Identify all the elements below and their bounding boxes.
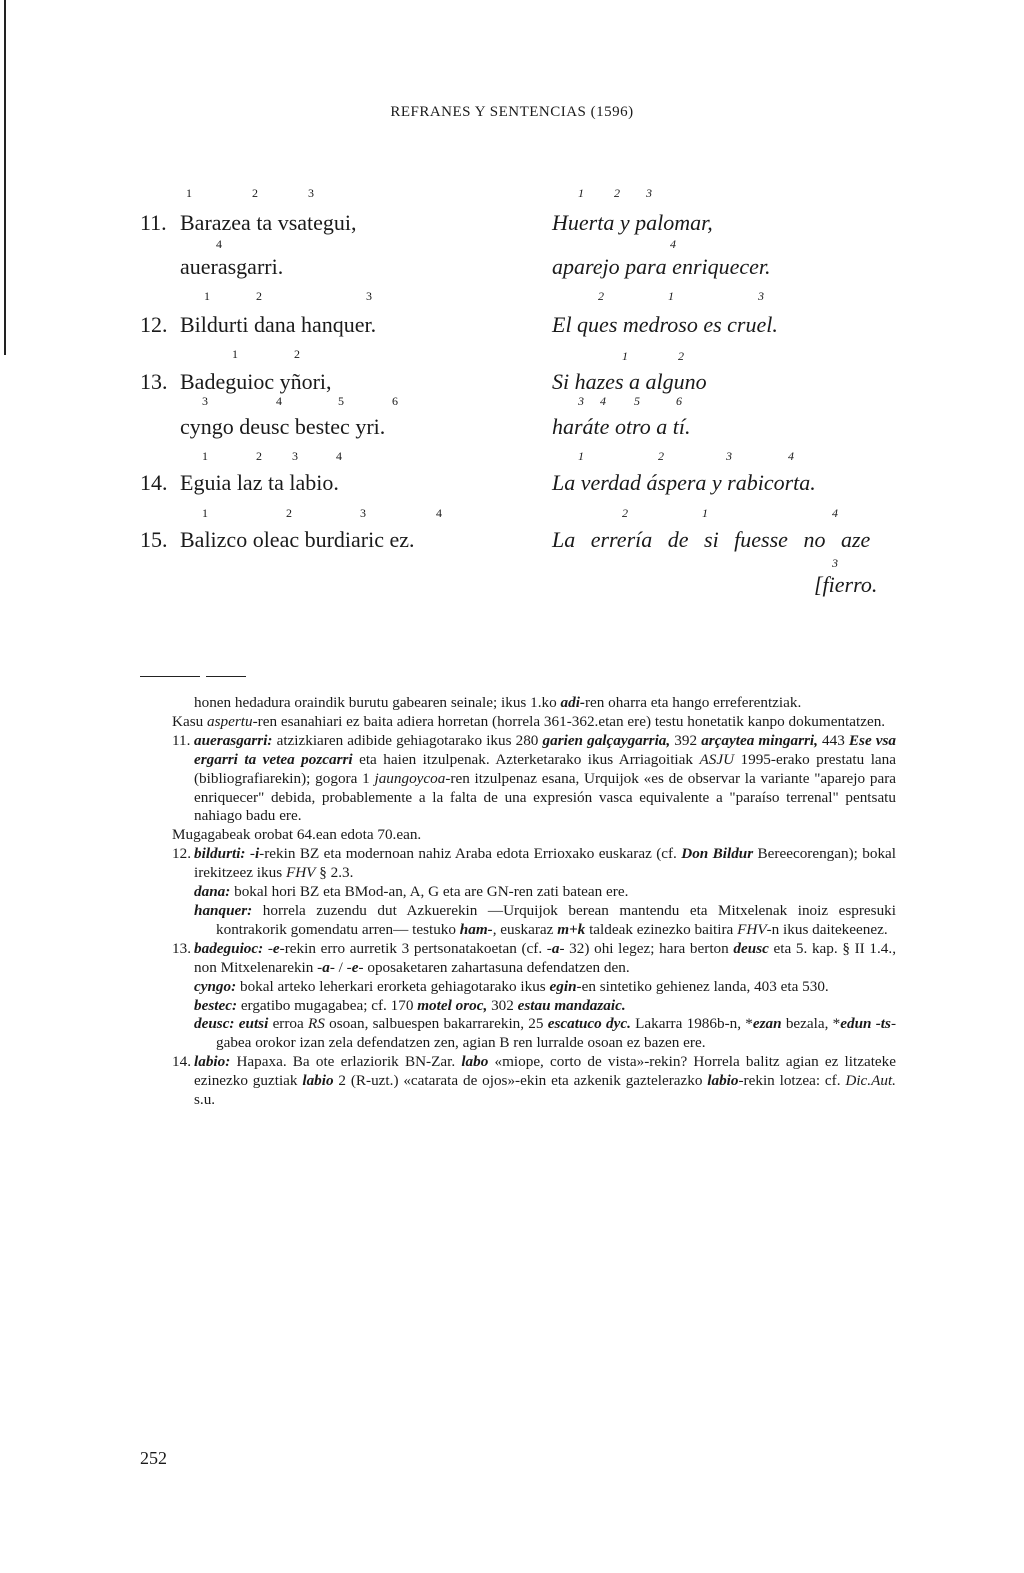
word-mark: 3 [360,506,366,520]
word-mark: 4 [336,449,342,463]
word-mark: 1 [578,186,584,200]
note-11-extra: Mugagabeak orobat 64.ean edota 70.ean. [172,826,422,844]
word-mark: 4 [832,506,838,520]
word-mark: 3 [832,556,838,570]
word-mark: 4 [788,449,794,463]
basque-line: Eguia laz ta labio. [180,470,339,495]
word-mark: 2 [294,347,300,361]
word-mark: 1 [204,289,210,303]
page-number: 252 [140,1448,167,1468]
basque-line: Barazea ta vsategui, [180,210,357,235]
word-mark: 2 [252,186,258,200]
spanish-line: Huerta y palomar, [552,210,713,235]
word-mark: 4 [276,394,282,408]
word-mark: 2 [598,289,604,303]
word-mark: 4 [216,237,222,251]
word-mark: 3 [308,186,314,200]
word-mark: 4 [670,237,676,251]
word-mark: 2 [658,449,664,463]
spanish-line: haráte otro a tí. [552,414,691,439]
word-mark: 3 [646,186,652,200]
note-12-dana: dana: bokal hori BZ eta BMod-an, A, G eta are GN-ren zati batean ere. [194,883,629,901]
proverb-number: 13. [140,369,168,394]
spanish-line: La errería de si fuesse no aze [552,527,871,552]
word-mark: 3 [758,289,764,303]
word-mark: 1 [202,449,208,463]
basque-line: Badeguioc yñori, [180,369,332,394]
note-number: 12. [172,845,191,863]
word-mark: 2 [622,506,628,520]
word-mark: 3 [578,394,584,408]
footnote-rule [206,676,246,677]
word-mark: 1 [668,289,674,303]
word-mark: 6 [392,394,398,408]
word-mark: 2 [256,449,262,463]
note-12-hanquer: hanquer: horrela zuzendu dut Azkuerekin —Urquijok berean mantendu eta Mitxelenak inoiz espresuki kontrakorik gomendatu arren— testuko ham-, euskaraz m+k taldeak ezinezko baitira FHV-n ikus daitekeenez. [194,901,896,938]
note-paragraph: Kasu aspertu-ren esanahiari ez baita adiera horretan (horrela 361-362.etan ere) testu honetatik kanpo dokumentatzen. [172,712,886,730]
basque-line: Balizco oleac burdiaric ez. [180,527,415,552]
spanish-line: [fierro. [814,572,878,597]
basque-line: cyngo deusc bestec yri. [180,414,386,439]
proverb-number: 12. [140,312,168,337]
spanish-line: La verdad áspera y rabicorta. [552,470,816,495]
spanish-line: aparejo para enriquecer. [552,254,771,279]
basque-line: Bildurti dana hanquer. [180,312,377,337]
spanish-line: El ques medroso es cruel. [552,312,778,337]
word-mark: 1 [186,186,192,200]
word-mark: 6 [676,394,682,408]
word-mark: 1 [202,506,208,520]
spanish-line: Si hazes a alguno [552,369,707,394]
note-13-cyngo: cyngo: bokal arteko leherkari erorketa gehiagotarako ikus egin-en sintetiko gehienez landa, 403 eta 530. [194,977,829,995]
footnote-rule [140,676,200,677]
proverb-number: 11. [140,210,167,235]
proverb-number: 15. [140,527,168,552]
word-mark: 1 [578,449,584,463]
proverb-number: 14. [140,470,168,495]
commentary-notes [172,694,896,1110]
running-header: REFRANES Y SENTENCIAS (1596) [390,104,634,120]
word-mark: 2 [256,289,262,303]
note-12: 12. bildurti: -i-rekin BZ eta modernoan nahiz Araba edota Errioxako euskaraz (cf. Don Bildur Bereecorengan); bokal irekitzeez ikus FHV § 2.3. [172,845,897,882]
word-mark: 3 [726,449,732,463]
word-mark: 5 [338,394,344,408]
word-mark: 4 [436,506,442,520]
note-13-deusc: deusc: eutsi erroa RS osoan, salbuespen bakarrarekin, 25 escatuco dyc. Lakarra 1986b-n, *ezan bezala, *edun -ts-gabea orokor izan zela defendatzen zen, agian B ren lurralde osoan ez bazen ere. [194,1015,896,1052]
word-mark: 2 [614,186,620,200]
word-mark: 1 [702,506,708,520]
basque-line: auerasgarri. [180,254,284,279]
word-mark: 4 [600,394,606,408]
note-number: 13. [172,939,191,957]
note-number: 11. [172,731,191,749]
word-mark: 1 [232,347,238,361]
word-mark: 3 [292,449,298,463]
word-mark: 1 [622,349,628,363]
word-mark: 2 [678,349,684,363]
word-mark: 2 [286,506,292,520]
note-number: 14. [172,1053,191,1071]
note-13-bestec: bestec: ergatibo mugagabea; cf. 170 motel oroc, 302 estau mandazaic. [194,996,626,1014]
note-11: 11. auerasgarri: atzizkiaren adibide gehiagotarako ikus 280 garien galçaygarria, 392 arçaytea mingarri, 443 Ese vsa ergarri ta vetea pozcarri eta haien itzulpenak. Azterketarako ikus Arriagoitiak ASJU 1995-erako prestatu lana (bibliografiarekin); gogora 1 jaungoycoa-ren itzulpenaz esana, Urquijok «es de observar la variante "aparejo para enriquecer" debida, probablemente a la falta de una expresión vasca equivalente a "paraíso terrenal" pentsatu nahiago badu ere. [172,731,897,825]
note-14: 14. labio: Hapaxa. Ba ote erlaziorik BN-Zar. labo «miope, corto de vista»-rekin? Horrela balitz agian ez litzateke ezinezko guztiak labio 2 (R-uzt.) «catarata de ojos»-ekin eta azkenik gaztelerazko labio-rekin lotzea: cf. Dic.Aut. s.u. [172,1053,896,1109]
word-mark: 5 [634,394,640,408]
word-mark: 3 [202,394,208,408]
note-continuation: honen hedadura oraindik burutu gabearen seinale; ikus 1.ko adi-ren oharra eta hango erreferentziak. [194,694,802,711]
scan-edge-line [4,0,6,355]
note-13: 13. badeguioc: -e-rekin erro aurretik 3 pertsonatakoetan (cf. -a- 32) ohi legez; hara berton deusc eta 5. kap. § II 1.4., non Mitxelenarekin -a- / -e- oposaketaren zahartasuna defendatzen den. [172,939,896,976]
word-mark: 3 [366,289,372,303]
